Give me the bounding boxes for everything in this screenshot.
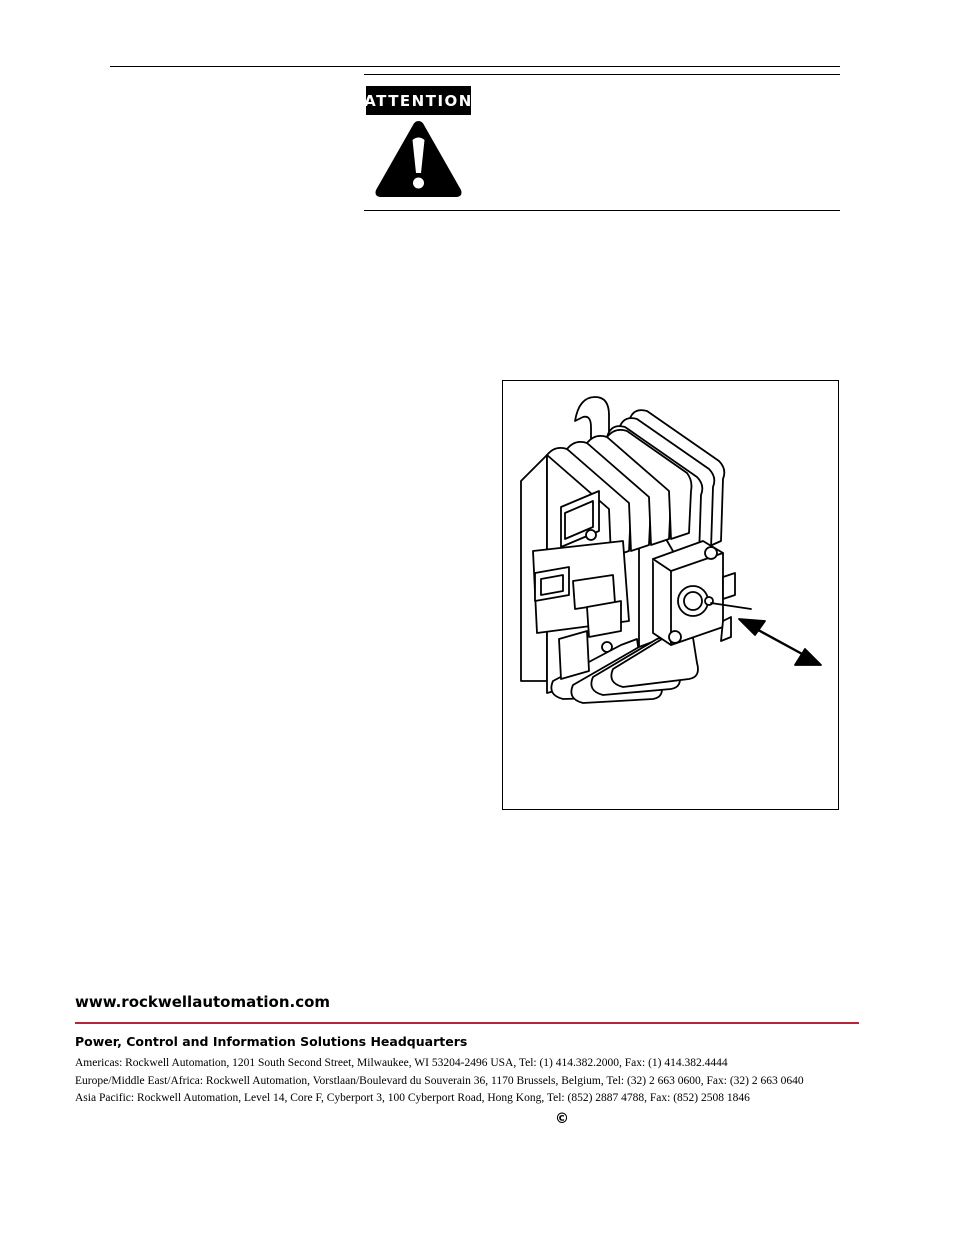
- website-link[interactable]: www.rockwellautomation.com: [75, 993, 331, 1011]
- warning-triangle-icon: [373, 118, 464, 200]
- attention-bottom-rule: [364, 210, 840, 211]
- attention-badge: ATTENTION: [366, 86, 471, 115]
- header-rule: [110, 66, 840, 67]
- address-europe: Europe/Middle East/Africa: Rockwell Automation, Vorstlaan/Boulevard du Souverain 36, 1170 Brussels, Belgium, Tel: (32) 2 663 0600, Fax: (32) 2 663 0640: [75, 1075, 804, 1087]
- attention-top-rule: [364, 74, 840, 75]
- footer-accent-rule: [75, 1022, 859, 1024]
- address-americas: Americas: Rockwell Automation, 1201 South Second Street, Milwaukee, WI 53204-2496 USA, Tel: (1) 414.382.2000, Fax: (1) 414.382.4444: [75, 1057, 728, 1069]
- figure-frame: [502, 380, 839, 810]
- copyright-symbol: ©: [555, 1111, 569, 1127]
- hq-title: Power, Control and Information Solutions Headquarters: [75, 1034, 468, 1049]
- contactor-drawing: [503, 381, 838, 809]
- address-asia-pacific: Asia Pacific: Rockwell Automation, Level 14, Core F, Cyberport 3, 100 Cyberport Road, Hong Kong, Tel: (852) 2887 4788, Fax: (852) 2508 1846: [75, 1092, 750, 1104]
